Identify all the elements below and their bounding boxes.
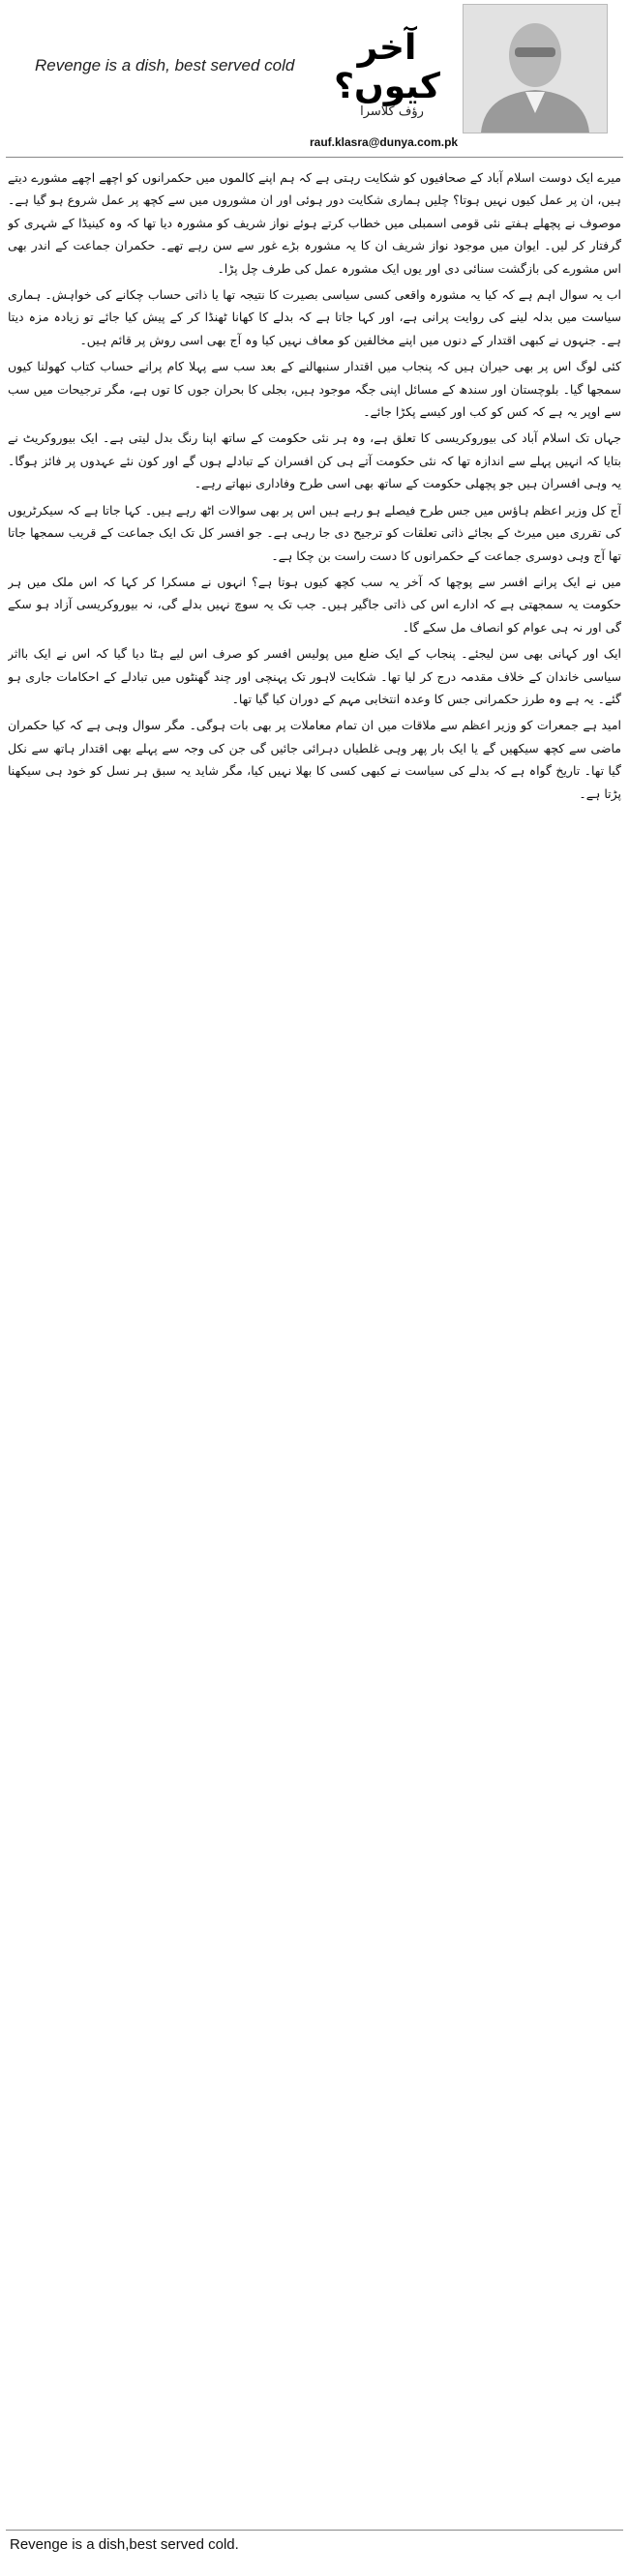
author-email: rauf.klasra@dunya.com.pk [310, 135, 459, 149]
author-name: رؤف کلاسرا [360, 104, 424, 119]
footer-divider [6, 2530, 623, 2531]
column-title: آخر کیوں؟ [334, 28, 440, 106]
article-paragraph: اب یہ سوال اہم ہے کہ کیا یہ مشورہ واقعی کسی سیاسی بصیرت کا نتیجہ تھا یا ذاتی حساب چکانے کی خواہش۔ ہماری سیاست میں بدلہ لینے کی روایت پرانی ہے، اور کہا جاتا ہے کہ بدلے کا کھانا ٹھنڈا کر کے پیش کیا جائے تو زیادہ مزہ دیتا ہے۔ جنہوں نے کبھی اقتدار کے دنوں میں اپنے مخالفین کو معاف نہیں کیا وہ آج بھی اسی روش پر قائم ہیں۔ [8, 287, 621, 347]
header-divider [6, 157, 623, 158]
column-header [0, 0, 629, 149]
english-headline: Revenge is a dish, best served cold [35, 56, 295, 74]
article-paragraph: کئی لوگ اس پر بھی حیران ہیں کہ پنجاب میں اقتدار سنبھالنے کے بعد سب سے پہلا کام پرانے حساب کتاب کھولنا کیوں سمجھا گیا۔ بلوچستان اور سندھ کے مسائل اپنی جگہ موجود ہیں، بجلی کا بحران جوں کا توں ہے، مگر ترجیحات میں سب سے اوپر یہ ہے کہ کس کو کب اور کیسے پکڑا جائے۔ [8, 359, 621, 420]
column-body [8, 166, 621, 2527]
article-paragraph: جہاں تک اسلام آباد کی بیوروکریسی کا تعلق ہے، وہ ہر نئی حکومت کے ساتھ اپنا رنگ بدل لیتی ہے۔ ایک بیوروکریٹ نے بتایا کہ انہیں پہلے سے اندازہ تھا کہ نئی حکومت آتے ہی کن افسران کے تبادلے ہوں گے اور کون نئے عہدوں پر فائز ہوگا۔ یہ وہی افسران ہیں جو پچھلی حکومت کے ساتھ بھی اسی طرح وفاداری نبھاتے رہے۔ [8, 430, 621, 491]
article-paragraph: امید ہے جمعرات کو وزیر اعظم سے ملاقات میں ان تمام معاملات پر بھی بات ہوگی۔ مگر سوال وہی ہے کہ کیا حکمران ماضی سے کچھ سیکھیں گے یا ایک بار پھر وہی غلطیاں دہرائی جائیں گی جن کی وجہ سے پہلے بھی اقتدار ہاتھ سے نکل گیا تھا۔ تاریخ گواہ ہے کہ بدلے کی سیاست نے کبھی کسی کا بھلا نہیں کیا، مگر شاید یہ سبق ہر نسل کو خود ہی سیکھنا پڑتا ہے۔ [8, 718, 621, 801]
article-paragraph: ایک اور کہانی بھی سن لیجئے۔ پنجاب کے ایک ضلع میں پولیس افسر کو صرف اس لیے ہٹا دیا گیا کہ اس نے ایک بااثر سیاسی خاندان کے خلاف مقدمہ درج کر لیا تھا۔ شکایت لاہور تک پہنچی اور چند گھنٹوں میں تبادلے کے احکامات جاری ہو گئے۔ یہ ہے وہ طرز حکمرانی جس کا وعدہ انتخابی مہم کے دوران کیا گیا تھا۔ [8, 646, 621, 706]
footer-caption: Revenge is a dish,best served cold. [10, 2536, 239, 2553]
article-paragraph: میں نے ایک پرانے افسر سے پوچھا کہ آخر یہ سب کچھ کیوں ہوتا ہے؟ انہوں نے مسکرا کر کہا کہ اس ملک میں ہر حکومت یہ سمجھتی ہے کہ ادارے اس کی ذاتی جاگیر ہیں۔ جب تک یہ سوچ نہیں بدلے گی، نہ بیوروکریسی آزاد ہو سکے گی اور نہ ہی عوام کو انصاف مل سکے گا۔ [8, 574, 621, 635]
article-paragraph: آج کل وزیر اعظم ہاؤس میں جس طرح فیصلے ہو رہے ہیں اس پر بھی سوالات اٹھ رہے ہیں۔ کہا جاتا ہے کہ سیکرٹریوں کی تقرری میں میرٹ کے بجائے ذاتی تعلقات کو ترجیح دی جا رہی ہے۔ جو افسر کل تک ایک جماعت کے قریب سمجھا جاتا تھا آج وہی دوسری جماعت کے حکمرانوں کا دست راست بن چکا ہے۔ [8, 502, 621, 563]
article-paragraph: میرے ایک دوست اسلام آباد کے صحافیوں کو شکایت رہتی ہے کہ ہم اپنے کالموں میں حکمرانوں کو اچھے اچھے مشورے دیتے ہیں، ان پر عمل کیوں نہیں ہوتا؟ چلیں ہماری شکایت دور ہوئی اور ان مشوروں میں سے کچھ پر عمل شروع ہو گیا ہے۔ موصوف نے پچھلے ہفتے نئی قومی اسمبلی میں خطاب کرتے ہوئے نواز شریف کو مشورہ دیا تھا کہ وہ کینیڈا کے شہری کو گرفتار کر لیں۔ ایوان میں موجود نواز شریف ان کا یہ مشورہ بڑے غور سے سن رہے تھے۔ حکمران جماعت کے اندر بھی اس مشورے کی بازگشت سنائی دی اور یوں ایک مشورہ عمل کی طرف چل پڑا۔ [8, 170, 621, 276]
columnist-portrait-icon [463, 4, 608, 133]
